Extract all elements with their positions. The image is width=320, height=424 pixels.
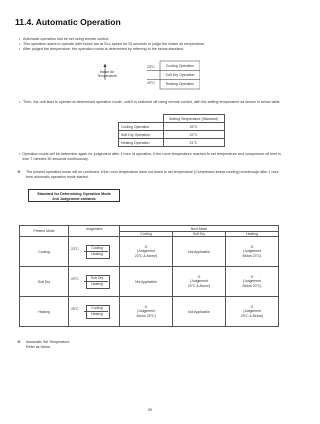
next-soft-dry-cell: O (Judgement 20°C & Above)	[173, 267, 226, 297]
judgement-band-top: Soft Dry	[90, 275, 104, 280]
standard-box: Standard for Determining Operation Mode 2nd Judgement onwards	[28, 189, 120, 202]
band-heating: Heating Operation	[165, 82, 195, 86]
footnote-line: Refer as below.	[26, 344, 51, 349]
temp-high-label: 23°C	[147, 65, 155, 69]
judgement-table	[19, 225, 279, 327]
table-row	[119, 123, 225, 131]
bullet-item: • Automatic operation can be set using remote control.	[19, 37, 110, 41]
judgement-temp: 20°C	[71, 276, 79, 281]
judgement-cell	[69, 237, 120, 267]
band-cooling: Cooling Operation	[165, 63, 195, 68]
intro-bullets	[19, 37, 281, 51]
footnote-block	[17, 340, 69, 349]
note-mark: ※	[17, 169, 21, 174]
judgement-band-bottom: Heating	[91, 312, 103, 316]
header-soft-dry: Soft Dry	[173, 232, 226, 237]
header-judgement: Judgement	[69, 226, 120, 237]
present-mode-cell: Soft Dry	[20, 267, 69, 297]
present-mode-cell: Cooling	[20, 237, 69, 267]
table-row	[20, 267, 279, 297]
judgement-cell	[69, 267, 120, 297]
judgement-band-top: Cooling	[91, 245, 103, 250]
header-cooling: Cooling	[120, 232, 173, 237]
next-heating-cell: O (Judgement Below 20°C)	[226, 267, 279, 297]
setting-table-corner	[119, 115, 164, 123]
footnote-mark: ※	[17, 339, 21, 344]
judgement-cell	[69, 297, 120, 327]
setting-mode: Cooling Operation	[119, 123, 164, 131]
next-cooling-cell: Not Applicable	[120, 267, 173, 297]
present-mode-cell: Heating	[20, 297, 69, 327]
note-text: The present operation mode will be continued, if the room temperature does not reach to set temperature (Compressor keeps running) eventhough after 1 hour from automatic operation mode started.	[26, 170, 279, 179]
setting-table	[118, 114, 225, 147]
judgement-band-top: Cooling	[91, 305, 103, 310]
section-title: 11.4. Automatic Operation	[15, 17, 121, 27]
bullet-item: • This operation starts to operate with indoor fan at SLo speed for 25 seconds to judge the intake air temperature.	[19, 41, 206, 46]
table-row	[119, 139, 225, 147]
next-soft-dry-cell: Not Applicable	[173, 297, 226, 327]
judgement-band-bottom: Heating	[91, 252, 103, 256]
setting-temp: 22°C	[163, 131, 224, 139]
footnote-line: Automatic Set Temperature	[26, 340, 70, 344]
next-heating-cell: O (Judgement 25°C & Below)	[226, 297, 279, 327]
setting-temp: 21°C	[163, 139, 224, 147]
next-cooling-cell: O (Judgement 23°C & Above)	[120, 237, 173, 267]
table-row	[119, 131, 225, 139]
header-heating: Heating	[226, 232, 279, 237]
note-block	[17, 170, 283, 179]
setting-mode: Heating Operation	[119, 139, 164, 147]
bullet-item: • After judged the temperature, the operation mode is determined by referring to the below standard.	[19, 46, 184, 51]
axis-label: Intake Air Temperature	[97, 70, 117, 79]
axis-arrow-head	[104, 64, 107, 68]
next-heating-cell: O (Judgement Below 23°C)	[226, 237, 279, 267]
mode-diagram	[97, 60, 200, 90]
table-row	[20, 297, 279, 327]
next-cooling-cell: O (Judgement Above 25°C)	[120, 297, 173, 327]
setting-bullet: • Then, the unit start to operate at determined operation mode, until it is switched off using remote control, with the setting temperature as shown in below table.	[19, 100, 281, 104]
setting-mode: Soft Dry Operation	[119, 131, 164, 139]
judgement-temp: 25°C	[71, 306, 79, 311]
setting-temp: 25°C	[163, 123, 224, 131]
temp-low-label: 20°C	[147, 80, 155, 85]
page-number: 30	[147, 408, 153, 412]
judgement-bullet: • Operation mode will be determine again for judgement after 1 hour of operation, if the room temperature reaches to set temperature and compressor off time is over 7 minutes 30 seconds continuously.	[19, 152, 281, 161]
table-row	[20, 237, 279, 267]
setting-table-header: Setting Temperature (Standard)	[163, 115, 224, 123]
judgement-band-bottom: Heating	[91, 282, 103, 286]
judgement-temp: 23°C	[71, 246, 79, 251]
header-present-mode: Present Mode	[20, 226, 69, 237]
band-soft-dry: Soft Dry Operation	[165, 72, 195, 77]
header-next-mode: Next Mode	[120, 226, 279, 232]
next-soft-dry-cell: Not Applicable	[173, 237, 226, 267]
